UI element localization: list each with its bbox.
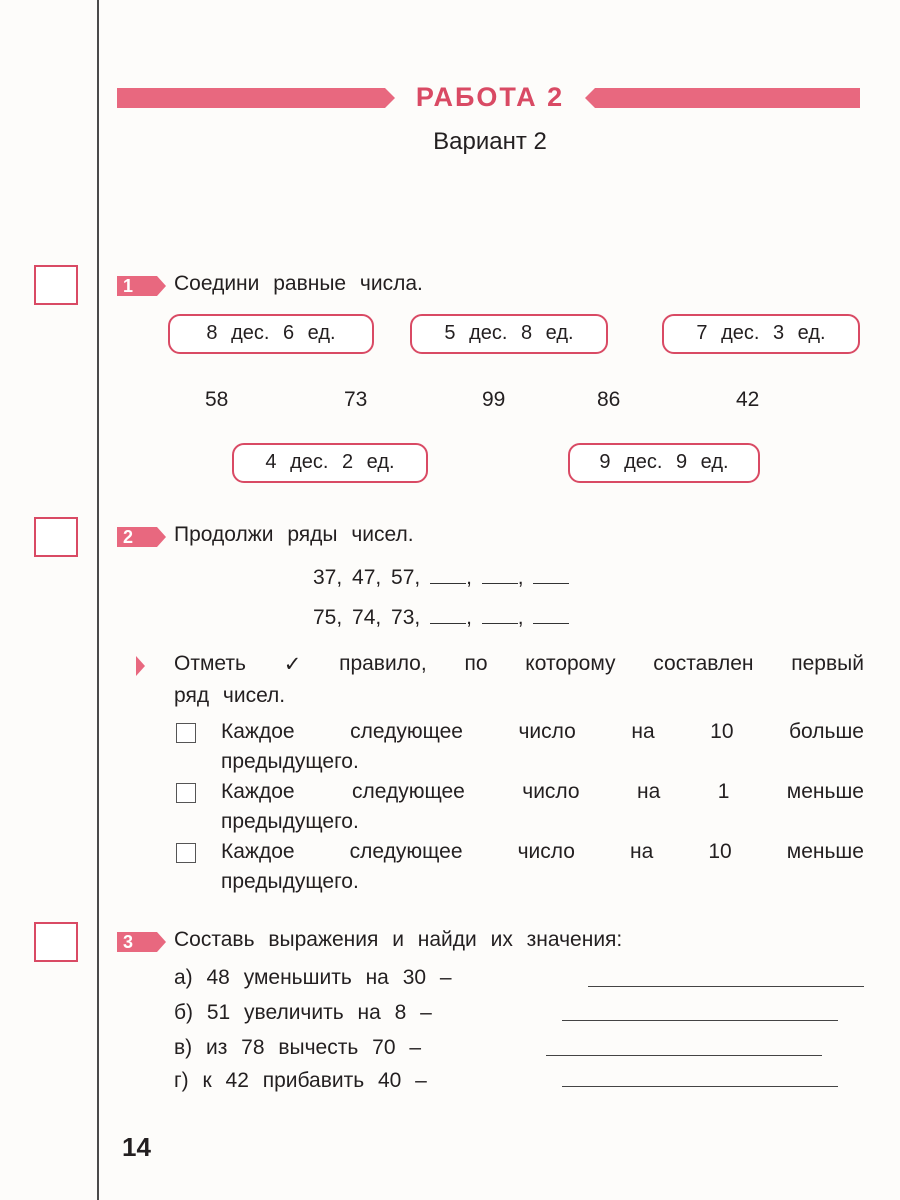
word: следующее [350,720,463,743]
option2-line1 [221,780,864,804]
word: составлен [653,652,754,675]
task2-row2-numbers: 75, 74, 73, [313,606,421,629]
title-arrow-right [585,88,595,108]
checkmark-symbol: ✓ [283,653,302,676]
task3-answer-line-a[interactable] [588,986,864,987]
task2-sub-instruction-line2: ряд чисел. [174,684,286,707]
task2-sub-marker [136,656,145,676]
task3-answer-line-d[interactable] [562,1086,838,1087]
word: первый [791,652,864,675]
task3-instruction: Составь выражения и найди их значения: [174,928,623,951]
word: 1 [717,780,730,803]
task2-row2: 75, 74, 73, , , [313,606,569,630]
word: число [518,720,576,743]
score-box-task3[interactable] [34,922,78,962]
task2-row1-blank-2[interactable] [482,569,518,584]
task1-number-3[interactable]: 99 [482,388,506,411]
title-bar-right [595,88,860,108]
word: больше [789,720,864,743]
task1-pill-2[interactable]: 5 дес. 8 ед. [410,314,608,354]
task2-row1-blank-3[interactable] [533,569,569,584]
word: меньше [786,840,864,863]
option1-line2: предыдущего. [221,750,359,773]
word: Отметь [174,652,246,675]
word: 10 [710,720,734,743]
task2-row2-blank-2[interactable] [482,609,518,624]
task3-item-d: г) к 42 прибавить 40 – [174,1069,427,1092]
option3-line1 [221,840,864,864]
task3-item-c: в) из 78 вычесть 70 – [174,1036,422,1059]
task1-pill-4[interactable]: 4 дес. 2 ед. [232,443,428,483]
word: следующее [351,780,465,803]
task2-row1-numbers: 37, 47, 57, [313,566,421,589]
score-box-task2[interactable] [34,517,78,557]
score-box-task1[interactable] [34,265,78,305]
word: Каждое [221,780,295,803]
task2-number: 2 [117,527,157,547]
word: на [629,840,654,863]
option1-line1 [221,720,864,744]
task1-number: 1 [117,276,157,296]
word: число [522,780,580,803]
task3-answer-line-b[interactable] [562,1020,838,1021]
task1-pill-5[interactable]: 9 дес. 9 ед. [568,443,760,483]
work-title: РАБОТА 2 [415,82,565,112]
task2-row1: 37, 47, 57, , , [313,566,569,590]
option2-checkbox[interactable] [176,783,196,803]
task1-number-5[interactable]: 42 [736,388,760,411]
word: правило, [339,652,427,675]
task3-answer-line-c[interactable] [546,1055,822,1056]
page-number: 14 [122,1132,151,1162]
option3-line2: предыдущего. [221,870,359,893]
task1-number-4[interactable]: 86 [597,388,621,411]
task1-instruction: Соедини равные числа. [174,272,423,295]
task3-number: 3 [117,932,157,952]
task2-instruction: Продолжи ряды чисел. [174,523,414,546]
word: следующее [349,840,463,863]
title-arrow-left [385,88,395,108]
word: 10 [708,840,732,863]
word: число [517,840,575,863]
word: Каждое [221,720,295,743]
variant-label: Вариант 2 [433,128,547,155]
task1-number-1[interactable]: 58 [205,388,229,411]
word: Каждое [221,840,295,863]
task1-pill-3[interactable]: 7 дес. 3 ед. [662,314,860,354]
word: меньше [786,780,864,803]
option1-checkbox[interactable] [176,723,196,743]
option3-checkbox[interactable] [176,843,196,863]
margin-line [97,0,99,1200]
task3-item-b: б) 51 увеличить на 8 – [174,1001,432,1024]
word: на [637,780,661,803]
word: на [631,720,655,743]
task2-sub-instruction-line1 [174,652,864,677]
title-bar-left [117,88,385,108]
task2-row1-blank-1[interactable] [430,569,466,584]
task2-row2-blank-1[interactable] [430,609,466,624]
task1-number-2[interactable]: 73 [344,388,368,411]
option2-line2: предыдущего. [221,810,359,833]
word: по [464,652,488,675]
task2-row2-blank-3[interactable] [533,609,569,624]
task3-item-a: а) 48 уменьшить на 30 – [174,966,452,989]
task1-pill-1[interactable]: 8 дес. 6 ед. [168,314,374,354]
word: которому [525,652,616,675]
